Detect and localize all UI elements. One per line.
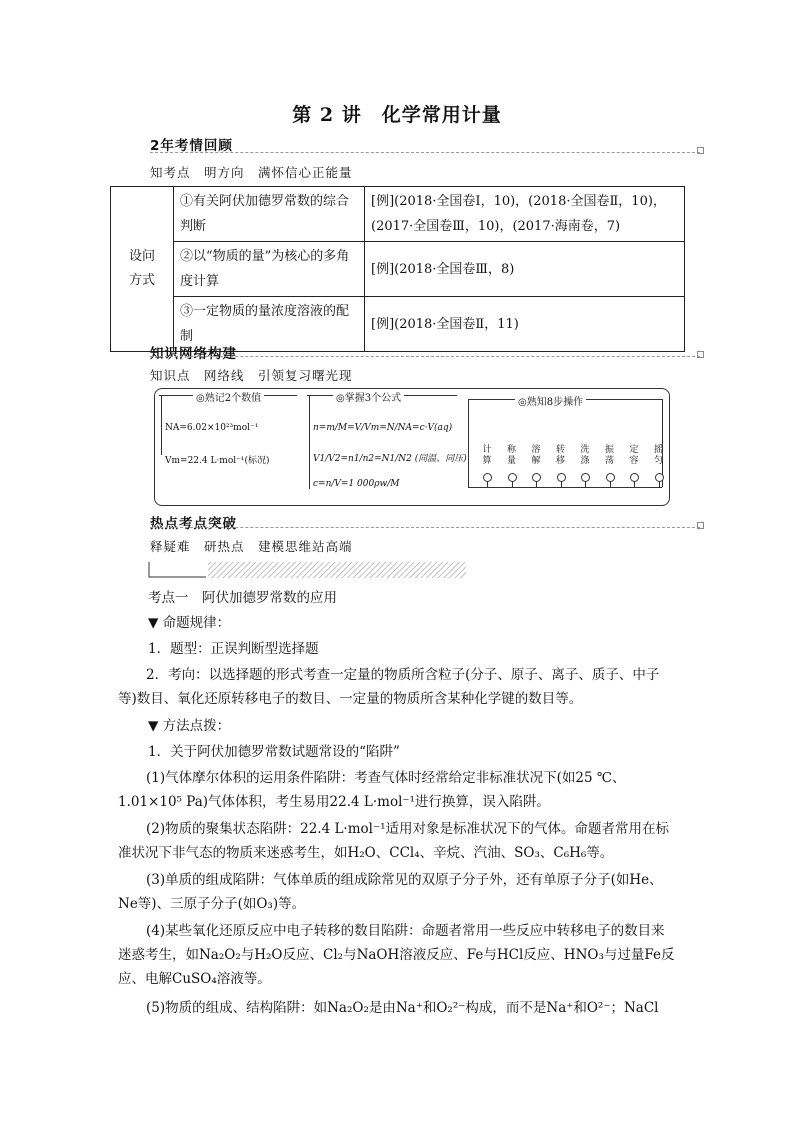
value-item: NA=6.02×10²³mol⁻¹ xyxy=(165,423,259,433)
section-end-marker xyxy=(697,351,704,358)
formulas-box-line xyxy=(309,395,310,489)
steps-title-text: 熟知8步操作 xyxy=(526,397,584,408)
section-subtitle: 释疑难 研热点 建模思维站高端 xyxy=(150,539,353,554)
section-subtitle: 知考点 明方向 满怀信心正能量 xyxy=(150,165,353,180)
method-item: 1．关于阿伏加德罗常数试题常设的“陷阱” xyxy=(148,744,400,760)
section-divider xyxy=(150,152,700,153)
section-divider xyxy=(150,527,700,528)
step-connector xyxy=(561,481,562,487)
section-divider xyxy=(150,356,700,357)
section-subtitle: 知识点 网络线 引领复习曙光现 xyxy=(150,368,353,383)
step-connector xyxy=(634,481,635,487)
rule-item: 1．题型：正误判断型选择题 xyxy=(148,641,319,657)
values-box xyxy=(159,395,297,488)
paragraph: (2)物质的聚集状态陷阱：22.4 L·mol⁻¹适用对象是标准状况下的气体。命题者常用在标准状况下非气态的物质来迷惑考生，如H₂O、CCl₄、辛烷、汽油、SO₃、C₆H₆等。 xyxy=(118,821,670,861)
step-label: 洗 涤 xyxy=(580,445,590,466)
values-box-line xyxy=(161,395,162,455)
section-end-marker xyxy=(697,147,704,154)
rule-heading: ▼ 命题规律： xyxy=(148,615,231,631)
section-heading-hotspots: 热点考点突破 xyxy=(150,516,237,532)
table-topic: ②以“物质的量”为核心的多角度计算 xyxy=(174,242,365,297)
formulas-box-title: ◎掌握3个公式 xyxy=(333,389,404,404)
step-connector xyxy=(536,481,537,487)
table-topic: ①有关阿伏加德罗常数的综合判断 xyxy=(174,187,365,242)
formula-item: n=m/M=V/Vm=N/NA=c·V(aq) xyxy=(313,423,453,433)
step-connector xyxy=(659,481,660,487)
formula-item: V1/V2=n1/n2=N1/N2 (同温、同压) xyxy=(313,454,467,464)
steps-baseline xyxy=(468,487,662,488)
step-label: 称 量 xyxy=(506,445,516,466)
formula-item: c=n/V=1 000ρw/M xyxy=(313,479,400,489)
step-connector xyxy=(610,481,611,487)
step-connector xyxy=(512,481,513,487)
section-heading-review: 2年考情回顾 xyxy=(150,138,233,154)
paragraph: (3)单质的组成陷阱：气体单质的组成除常见的双原子分子外，还有单原子分子(如He、Ne等)、三原子分子(如O₃)等。 xyxy=(118,872,663,912)
rule-item: 2．考向：以选择题的形式考查一定量的物质所含粒子(分子、原子、离子、质子、中子等)数目、氧化还原转移电子的数目、一定量的物质所含某种化学键的数目等。 xyxy=(118,667,660,707)
step-connector xyxy=(487,481,488,487)
step-label: 振 荡 xyxy=(604,445,614,466)
knowledge-diagram xyxy=(154,388,670,506)
step-label: 摇 匀 xyxy=(653,445,663,466)
step-label: 定 容 xyxy=(629,445,639,466)
exam-table xyxy=(110,186,685,352)
decorative-ruler xyxy=(148,562,466,578)
values-box-title: ◎熟记2个数值 xyxy=(193,389,264,404)
section-end-marker xyxy=(697,522,704,529)
values-title-text: 熟记2个数值 xyxy=(204,393,262,404)
table-examples: [例](2018·全国卷Ⅱ，11) xyxy=(365,297,685,352)
paragraph: (1)气体摩尔体积的运用条件陷阱：考查气体时经常给定非标准状况下(如25 ℃、1.01×10⁵ Pa)气体体积，考生易用22.4 L·mol⁻¹进行换算，误入陷阱。 xyxy=(118,770,626,810)
steps-box-title: ◎熟知8步操作 xyxy=(515,393,586,408)
kp-heading: 考点一 阿伏加德罗常数的应用 xyxy=(148,590,337,606)
table-topic: ③一定物质的量浓度溶液的配制 xyxy=(174,297,365,352)
table-examples: [例](2018·全国卷Ⅰ，10)，(2018·全国卷Ⅱ，10)，(2017·全国卷Ⅲ，10)，(2017·海南卷，7) xyxy=(365,187,685,242)
table-examples: [例](2018·全国卷Ⅲ，8) xyxy=(365,242,685,297)
method-heading: ▼ 方法点拨： xyxy=(148,718,231,734)
table-category: 设问方式 xyxy=(128,249,155,288)
value-item: Vm=22.4 L·mol⁻¹(标况) xyxy=(165,456,270,466)
paragraph: (5)物质的组成、结构陷阱：如Na₂O₂是由Na⁺和O₂²⁻构成，而不是Na⁺和O²⁻；NaCl xyxy=(146,1000,659,1016)
step-connector xyxy=(585,481,586,487)
paragraph: (4)某些氧化还原反应中电子转移的数目陷阱：命题者常用一些反应中转移电子的数目来迷惑考生，如Na₂O₂与H₂O反应、Cl₂与NaOH溶液反应、Fe与HCl反应、HNO₃与过量Fe反应、电解CuSO₄溶液等。 xyxy=(118,923,675,987)
page-title: 第 2 讲 化学常用计量 xyxy=(292,104,502,126)
formulas-title-text: 掌握3个公式 xyxy=(344,393,402,404)
section-heading-network: 知识网络构建 xyxy=(150,346,237,362)
steps-box-left xyxy=(468,399,469,487)
step-label: 计 算 xyxy=(482,445,492,466)
step-label: 溶 解 xyxy=(531,445,541,466)
table-category-cell xyxy=(111,187,174,352)
step-label: 转 移 xyxy=(555,445,565,466)
